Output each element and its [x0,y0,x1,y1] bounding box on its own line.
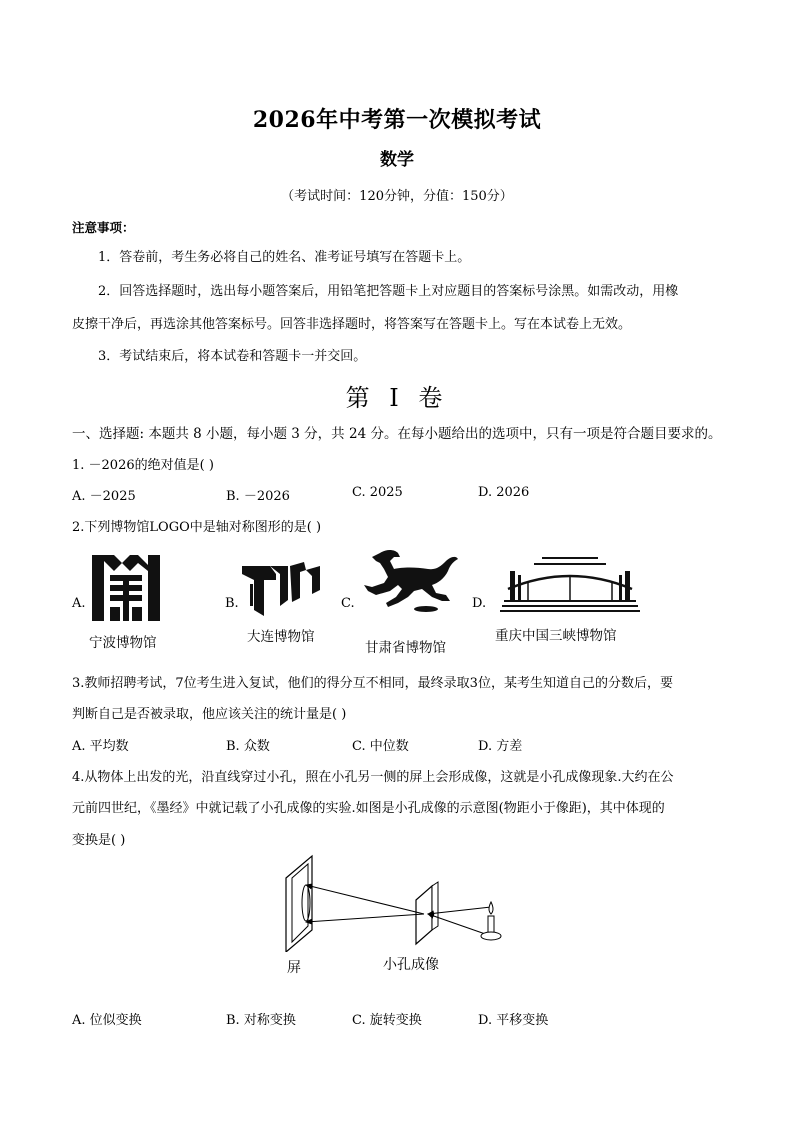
subject-title: 数学 [380,150,414,170]
q2-caption-c: 甘肃省博物馆 [365,640,446,656]
q3-option-b: B. 众数 [226,739,270,754]
q3-option-a: A. 平均数 [72,739,129,754]
notice-item-2-line-2: 皮擦干净后，再选涂其他答案标号。回答非选择题时，将答案写在答题卡上。写在本试卷上无效。 [72,317,632,332]
q2-caption-d: 重庆中国三峡博物馆 [495,628,617,644]
ningbo-museum-logo [92,553,160,623]
q2-letter-b: B. [225,596,239,611]
q4-option-d: D. 平移变换 [478,1013,549,1028]
notice-item-3: 3．考试结束后，将本试卷和答题卡一并交回。 [98,349,367,364]
q4-option-a: A. 位似变换 [72,1013,142,1028]
q2-letter-d: D. [472,596,487,611]
q2-letter-a: A. [72,596,86,611]
q2-caption-b: 大连博物馆 [247,629,315,645]
q4-stem-line-1: 4.从物体上出发的光，沿直线穿过小孔，照在小孔另一侧的屏上会形成像，这就是小孔成像现象.大约在公 [72,770,674,785]
q4-option-c: C. 旋转变换 [352,1013,422,1028]
notice-heading: 注意事项： [72,220,135,235]
q1-option-d: D. 2026 [478,485,530,500]
time-info: （考试时间：120分钟，分值：150分） [281,189,513,204]
q4-stem-line-3: 变换是( ) [72,833,126,848]
q4-stem-line-2: 元前四世纪，《墨经》中就记载了小孔成像的实验.如图是小孔成像的示意图(物距小于像距)，其中体现的 [72,801,665,816]
exam-title: 2026年中考第一次模拟考试 [252,107,542,133]
pinhole-imaging-figure [276,852,512,952]
q4-option-b: B. 对称变换 [226,1013,296,1028]
q2-stem: 2.下列博物馆LOGO中是轴对称图形的是( ) [72,520,322,535]
q3-stem-line-1: 3.教师招聘考试，7位考生进入复试，他们的得分互不相同，最终录取3位，某考生知道自己的分数后，要 [72,676,673,691]
q3-option-d: D. 方差 [478,739,523,754]
q3-stem-line-2: 判断自己是否被录取，他应该关注的统计量是( ) [72,707,347,722]
notice-item-2-line-1: 2．回答选择题时，选出每小题答案后，用铅笔把答题卡上对应题目的答案标号涂黑。如需改动，用橡 [98,284,679,299]
q1-option-a: A. －2025 [72,489,136,504]
q1-option-c: C. 2025 [352,485,403,500]
q1-stem: 1. －2026的绝对值是( ) [72,458,214,473]
q2-letter-c: C. [341,596,355,611]
figure-screen-label: 屏 [287,960,301,976]
three-gorges-museum-logo [500,555,640,613]
q1-option-b: B. －2026 [226,489,290,504]
q3-option-c: C. 中位数 [352,739,409,754]
section-heading: 一、选择题: 本题共 8 小题，每小题 3 分，共 24 分。在每小题给出的选项中，只有一项是符合题目要求的。 [72,426,722,442]
figure-caption: 小孔成像 [383,957,439,973]
q2-caption-a: 宁波博物馆 [89,635,157,651]
dalian-museum-logo [240,560,322,618]
volume-title: 第 I 卷 [345,384,449,412]
notice-item-1: 1．答卷前，考生务必将自己的姓名、准考证号填写在答题卡上。 [98,250,471,265]
gansu-museum-logo [358,547,462,615]
